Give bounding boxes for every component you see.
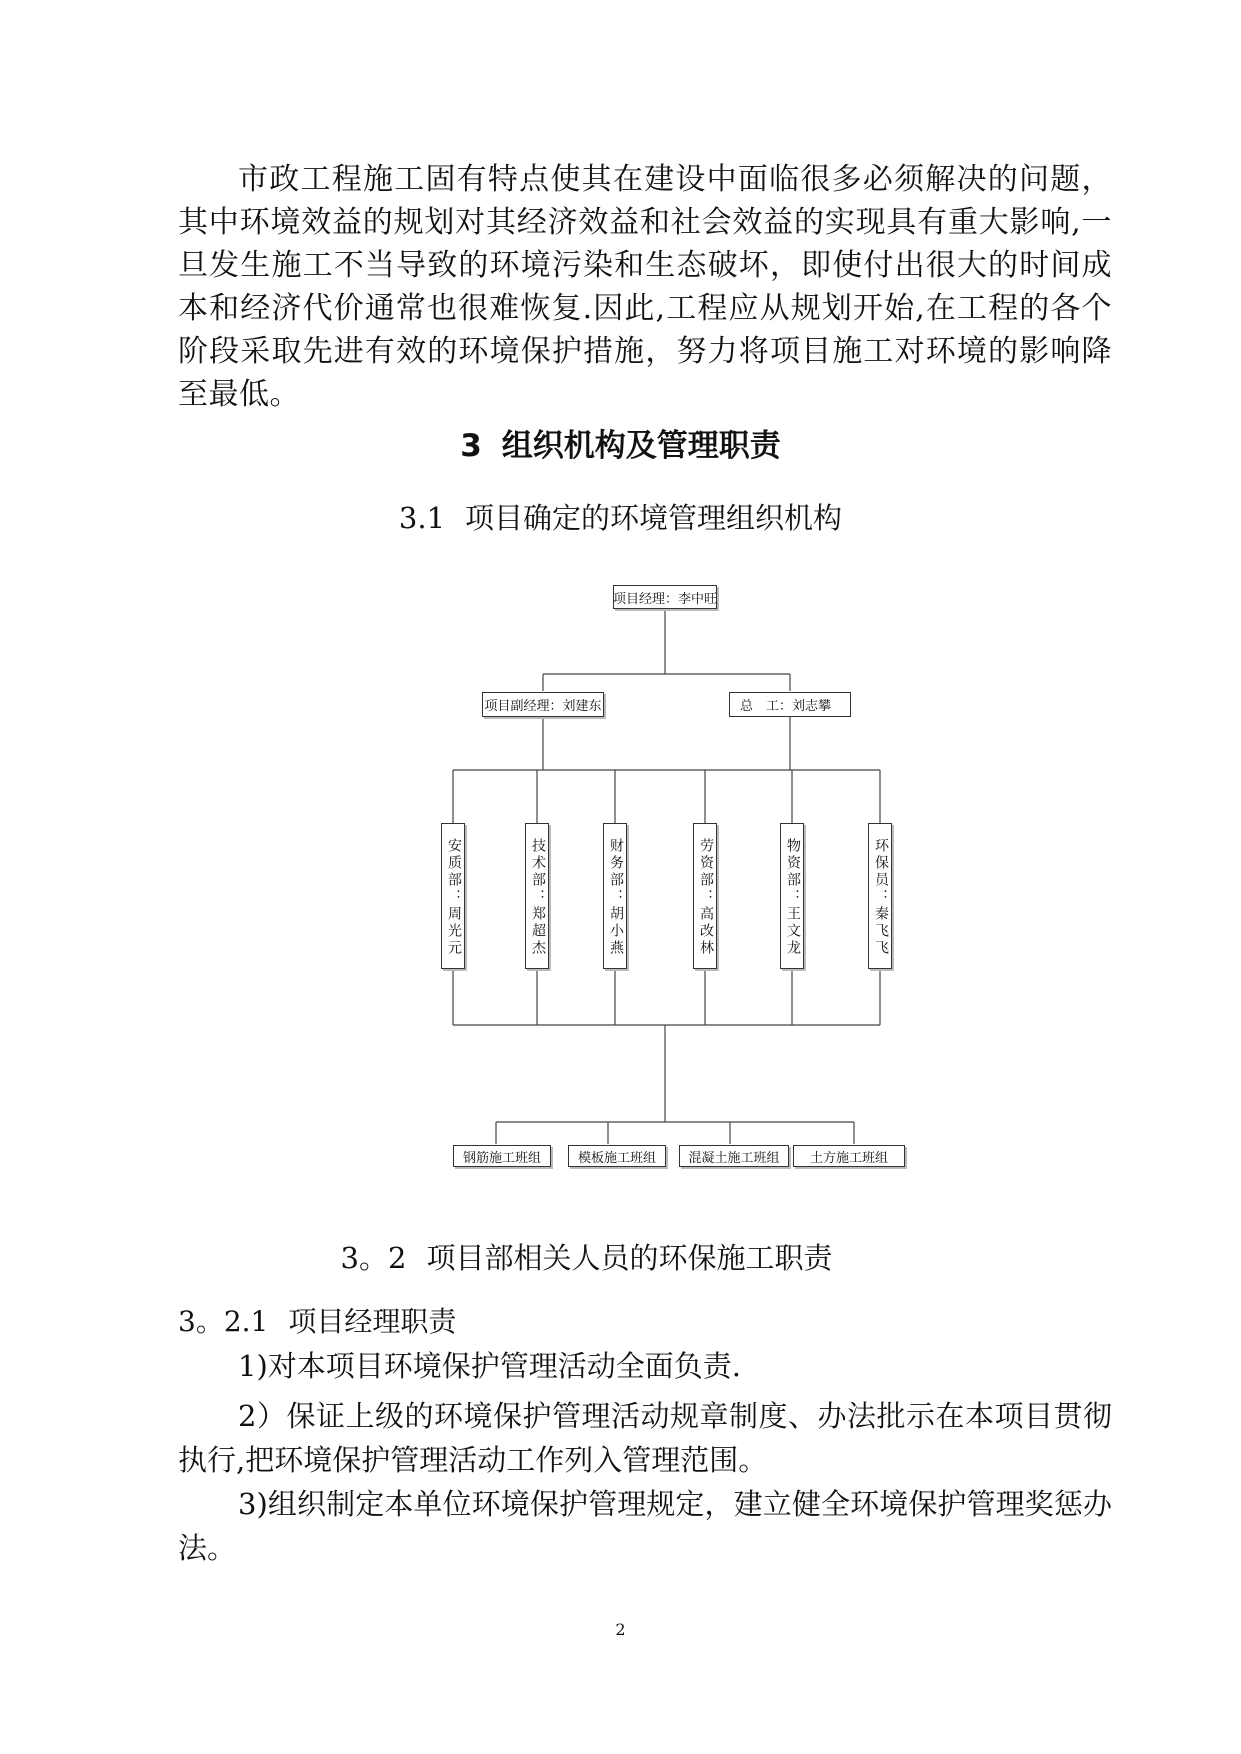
duty-item-1: 1)对本项目环境保护管理活动全面负责. [238, 1349, 741, 1383]
org-box-dept-safety: 安质部：周光元 [441, 823, 465, 969]
org-box-team-formwork: 模板施工班组 [568, 1145, 666, 1167]
org-box-team-earthwork: 土方施工班组 [793, 1145, 905, 1167]
section-3-2-title: 项目部相关人员的环保施工职责 [426, 1241, 833, 1275]
org-box-project-manager: 项目经理：李中旺 [613, 585, 717, 609]
duty-item-3: 3)组织制定本单位环境保护管理规定，建立健全环境保护管理奖惩办法。 [178, 1487, 1112, 1565]
section-3-title: 组织机构及管理职责 [501, 428, 781, 464]
section-3-number: 3 [460, 428, 482, 464]
section-3-1-title: 项目确定的环境管理组织机构 [465, 501, 843, 535]
org-box-team-rebar: 钢筋施工班组 [453, 1145, 551, 1167]
org-box-deputy-manager: 项目副经理：刘建东 [482, 692, 604, 717]
intro-paragraph: 市政工程施工固有特点使其在建设中面临很多必须解决的问题，其中环境效益的规划对其经济效益和社会效益的实现具有重大影响,一旦发生施工不当导致的环境污染和生态破坏，即使付出很大的时间成本和经济代价通常也很难恢复.因此,工程应从规划开始,在工程的各个阶段采取先进有效的环境保护措施，努力将项目施工对环境的影响降至最低。 [178, 162, 1112, 412]
org-box-dept-labor: 劳资部：高改林 [693, 823, 717, 969]
page-number: 2 [615, 1620, 626, 1639]
section-3-2-heading [0, 1236, 1207, 1277]
section-3-2-1-heading [178, 1300, 456, 1340]
section-3-2-1-number: 3。2.1 [178, 1305, 269, 1338]
section-3-1-number: 3.1 [398, 501, 446, 535]
duty-item-2: 2）保证上级的环境保护管理活动规章制度、办法批示在本项目贯彻执行,把环境保护管理活动工作列入管理范围。 [178, 1399, 1112, 1477]
section-3-2-1-title: 项目经理职责 [288, 1305, 457, 1338]
org-box-env-officer: 环保员：秦飞飞 [868, 823, 892, 969]
org-box-team-concrete: 混凝土施工班组 [679, 1145, 789, 1167]
org-box-dept-finance: 财务部：胡小燕 [603, 823, 627, 969]
org-box-chief-engineer: 总 工：刘志攀 [729, 692, 851, 717]
org-box-dept-materials: 物资部：王文龙 [780, 823, 804, 969]
section-3-2-number: 3。2 [340, 1241, 407, 1275]
org-box-dept-technical: 技术部：郑超杰 [525, 823, 549, 969]
